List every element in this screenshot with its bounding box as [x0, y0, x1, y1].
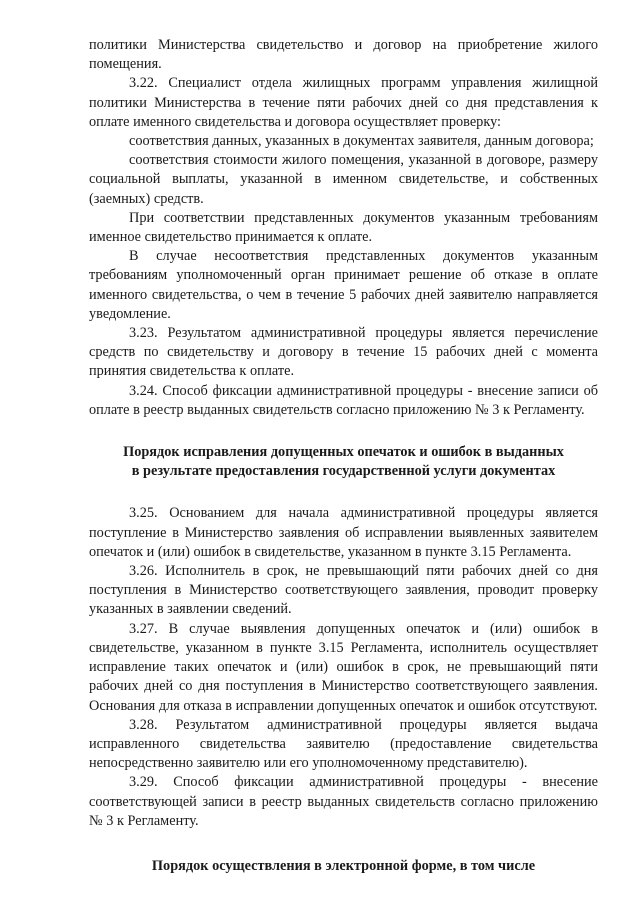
paragraph-continuation: политики Министерства свидетельство и договор на приобретение жилого помещения. [89, 37, 598, 73]
paragraph-3-25: 3.25. Основанием для начала административной процедуры является поступление в Министерство заявления об исправлении выявленных заявителем опечаток и (или) ошибок в свидетельстве, указанном в пункте 3.15 Регламента. [89, 505, 598, 560]
paragraph-check-cost: соответствия стоимости жилого помещения, указанной в договоре, размеру социальной выплаты, указанной в именном свидетельстве, и собственных (заемных) средств. [89, 152, 598, 207]
paragraph-check-data: соответствия данных, указанных в документах заявителя, данным договора; [129, 133, 594, 150]
spacer [89, 481, 598, 504]
paragraph-3-28: 3.28. Результатом административной процедуры является выдача исправленного свидетельства заявителю (предоставление свидетельства непосредственно заявителю или его уполномоченному представителю). [89, 716, 598, 772]
paragraph-3-26: 3.26. Исполнитель в срок, не превышающий пяти рабочих дней со дня поступления в Министерство соответствующего заявления, проводит проверку указанных в заявлении сведений. [89, 563, 598, 618]
section-heading-corrections-line1: Порядок исправления допущенных опечаток и ошибок в выданных [123, 444, 564, 461]
section-heading-electronic: Порядок осуществления в электронной форме, в том числе [151, 857, 536, 874]
spacer [89, 831, 598, 857]
paragraph-3-22: 3.22. Специалист отдела жилищных программ управления жилищной политики Министерства в течение пяти рабочих дней со дня представления к оплате именного свидетельства и договора осуществляет проверку: [89, 75, 598, 130]
section-heading-corrections-line2: в результате предоставления государственной услуги документах [131, 463, 556, 480]
paragraph-3-27: 3.27. В случае выявления допущенных опечаток и (или) ошибок в свидетельстве, указанном в пункте 3.15 Регламента, исполнитель осуществляет исправление таких опечаток и (или) ошибок в срок, не превышающий пяти рабочих дней со дня поступления в Министерство соответствующего заявления. Основания для отказа в исправлении допущенных опечаток и ошибок отсутствуют. [89, 620, 598, 714]
paragraph-acceptance: При соответствии представленных документов указанным требованиям именное свидетельство принимается к оплате. [89, 209, 598, 246]
spacer [89, 420, 598, 443]
paragraph-refusal: В случае несоответствия представленных документов указанным требованиям уполномоченный орган принимает решение об отказе в оплате именного свидетельства, о чем в течение 5 рабочих дней заявителю направляется уведомление. [89, 248, 598, 322]
document-page [89, 36, 598, 876]
paragraph-3-23: 3.23. Результатом административной процедуры является перечисление средств по свидетельству и договору в течение 15 рабочих дней с момента принятия свидетельства к оплате. [89, 325, 598, 380]
paragraph-3-29: 3.29. Способ фиксации административной процедуры - внесение соответствующей записи в реестр выданных свидетельств согласно приложению № 3 к Регламенту. [89, 774, 598, 829]
paragraph-3-24: 3.24. Способ фиксации административной процедуры - внесение записи об оплате в реестр выданных свидетельств согласно приложению № 3 к Регламенту. [89, 382, 598, 418]
